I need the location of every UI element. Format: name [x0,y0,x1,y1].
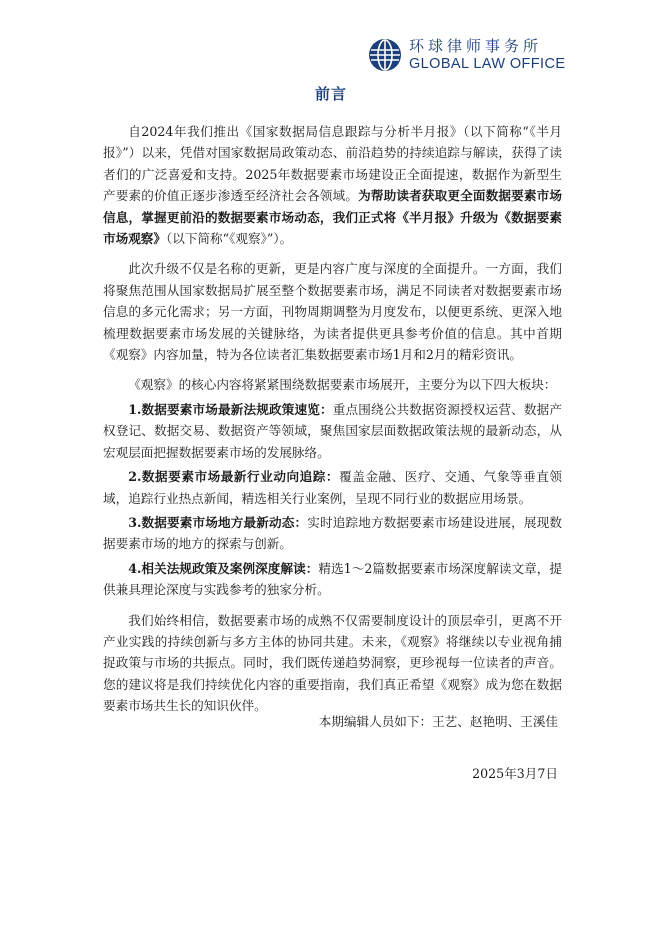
logo-english-name: GLOBAL LAW OFFICE [409,55,566,72]
section-item-1-text: 重点围绕公共数据资源授权运营、数据产权登记、数据交易、数据资产等领域，聚焦国家层面数据政策法规的最新动态，从宏观层面把握数据要素市场的发展脉络。 [103,401,562,460]
section-item-2-heading: 2.数据要素市场最新行业动向追踪： [128,469,340,485]
intro-text: 自2024年我们推出《国家数据局信息跟踪与分析半月报》（以下简称“《半月报》”）以来，凭借对国家数据局政策动态、前沿趋势的持续追踪与解读，获得了读者们的广泛喜爱和支持。2025年数据要素市场建设正全面提速，数据作为新型生产要素的价值正逐步渗透至经济社会各领域。 [103,124,562,204]
section-item-3-heading: 3.数据要素市场地方最新动态： [128,514,308,530]
page-title: 前言 [314,85,347,103]
section-item-1 [103,399,562,463]
section-item-2 [103,466,562,509]
section-item-1-heading: 1.数据要素市场最新法规政策速览： [128,401,333,417]
publication-date: 2025年3月7日 [472,766,558,781]
paragraph-upgrade: 此次升级不仅是名称的更新，更是内容广度与深度的全面提升。一方面，我们将聚焦范围从国家数据局扩展至整个数据要素市场，满足不同读者对数据要素市场信息的多元化需求；另一方面，刊物周期调整为月度发布，以便更系统、更深入地梳理数据要素市场发展的关键脉络，为读者提供更具参考价值的信息。其中首期《观察》内容加量，特为各位读者汇集数据要素市场1月和2月的精彩资讯。 [103,261,562,363]
paragraph-sections-intro: 《观察》的核心内容将紧紧围绕数据要素市场展开，主要分为以下四大板块： [128,377,557,393]
intro-bold-text: 为帮助读者获取更全面数据要素市场信息，掌握更前沿的数据要素市场动态，我们正式将《半月报》升级为《数据要素市场观察》 [103,188,563,247]
section-item-4 [103,558,562,601]
law-office-logo [368,38,565,72]
section-item-3 [103,512,562,555]
globe-logo-icon [368,38,402,72]
section-item-4-text: 精选1～2篇数据要素市场深度解读文章，提供兼具理论深度与实践参考的独家分析。 [103,560,562,598]
logo-chinese-name: 环球律师事务所 [409,36,543,55]
paragraph-closing: 我们始终相信，数据要素市场的成熟不仅需要制度设计的顶层牵引，更离不开产业实践的持续创新与多方主体的协同共建。未来，《观察》将继续以专业视角捕捉政策与市场的共振点。同时，我们既传递趋势洞察，更珍视每一位读者的声音。您的建议将是我们持续优化内容的重要指南，我们真正希望《观察》成为您在数据要素市场共生长的知识伙伴。 [103,612,562,714]
preface-body [103,121,562,726]
paragraph-intro [103,121,562,249]
section-item-3-text: 实时追踪地方数据要素市场建设进展，展现数据要素市场的地方的探索与创新。 [103,514,562,552]
section-item-2-text: 覆盖金融、医疗、交通、气象等垂直领域，追踪行业热点新闻，精选相关行业案例，呈现不同行业的数据应用场景。 [103,469,562,506]
editors-line: 本期编辑人员如下：王艺、赵艳明、王溪佳 [318,714,558,729]
intro-tail-text: （以下简称“《观察》”）。 [165,231,293,247]
section-item-4-heading: 4.相关法规政策及案例深度解读： [128,560,319,576]
